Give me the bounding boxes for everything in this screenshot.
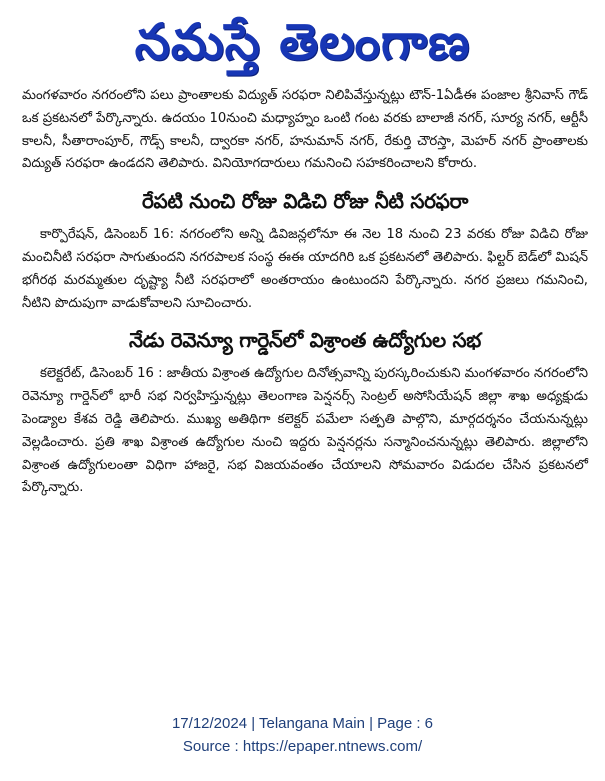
article-3-body: కలెక్టరేట్, డిసెంబర్ 16 : జాతీయ విశ్రాంత ఉద్యోగుల దినోత్సవాన్ని పురస్కరించుకుని మంగళవారం నగరంలోని రెవెన్యూ గార్డెన్‌లో భారీ సభ నిర్వహిస్తున్నట్లు తెలంగాణ పెన్షనర్స్ సెంట్రల్ అసోసియేషన్ జిల్లా శాఖ అధ్యక్షుడు పెండ్యాల కేశవ రెడ్డి తెలిపారు. ముఖ్య అతిథిగా కలెక్టర్ పమేలా సత్పతి పాల్గొని, మార్గదర్శనం చేయనున్నట్లు వెల్లడించారు. ప్రతి శాఖ విశ్రాంత ఉద్యోగుల నుంచి ఇద్దరు పెన్షనర్లను సన్మానించనున్నట్లు తెలిపారు. జిల్లాలోని విశ్రాంత ఉద్యోగులంతా విధిగా హాజరై, సభ విజయవంతం చేయాలని సోమవారం విడుదల చేసిన ప్రకటనలో పేర్కొన్నారు.: [22, 366, 588, 496]
news-clipping: [22, 88, 588, 700]
article-2-body: కార్పొరేషన్, డిసెంబర్ 16: నగరంలోని అన్ని డివిజన్లలోనూ ఈ నెల 18 నుంచి 23 వరకు రోజు విడిచి రోజు మంచినీటి సరఫరా సాగుతుందని నగరపాలక సంస్థ ఈఈ యాదగిరి ఒక ప్రకటనలో తెలిపారు. ఫిల్టర్ బెడ్‌లో మిషన్ భగీరథ మరమ్మతుల దృష్ట్యా నీటి సరఫరాలో అంతరాయం ఉంటుందని పేర్కొన్నారు. నగర ప్రజలు గమనించి, నీటిని పొదుపుగా వాడుకోవాలని సూచించారు.: [22, 227, 588, 311]
article-2-headline: రేపటి నుంచి రోజు విడిచి రోజు నీటి సరఫరా: [141, 189, 469, 214]
footer: [0, 712, 605, 758]
masthead: [0, 0, 605, 96]
article-3-headline: నేడు రెవెన్యూ గార్డెన్‌లో విశ్రాంత ఉద్యోగుల సభ: [128, 328, 481, 353]
source-url: Source : https://epaper.ntnews.com/: [182, 738, 423, 755]
article-1-body: మంగళవారం నగరంలోని పలు ప్రాంతాలకు విద్యుత్ సరఫరా నిలిపివేస్తున్నట్లు టౌన్-1ఏడీఈ పంజాల శ్రీనివాస్ గౌడ్ ఒక ప్రకటనలో పేర్కొన్నారు. ఉదయం 10నుంచి మధ్యాహ్నం ఒంటి గంట వరకు బాలాజీ నగర్, సూర్య నగర్, ఆర్టీసీ కాలనీ, సీతారాంపూర్, గౌడ్స్ కాలనీ, ద్వారకా నగర్, హనుమాన్ నగర్, రేకుర్తి చౌరస్తా, మెహర్ నగర్ ప్రాంతాలకు విద్యుత్ సరఫరా ఉండదని తెలిపారు. వినియోగదారులు గమనించి సహకరించాలని కోరారు.: [22, 88, 588, 172]
newspaper-logo: నమస్తే తెలంగాణ: [134, 12, 471, 71]
edition-info: 17/12/2024 | Telangana Main | Page : 6: [171, 715, 434, 732]
